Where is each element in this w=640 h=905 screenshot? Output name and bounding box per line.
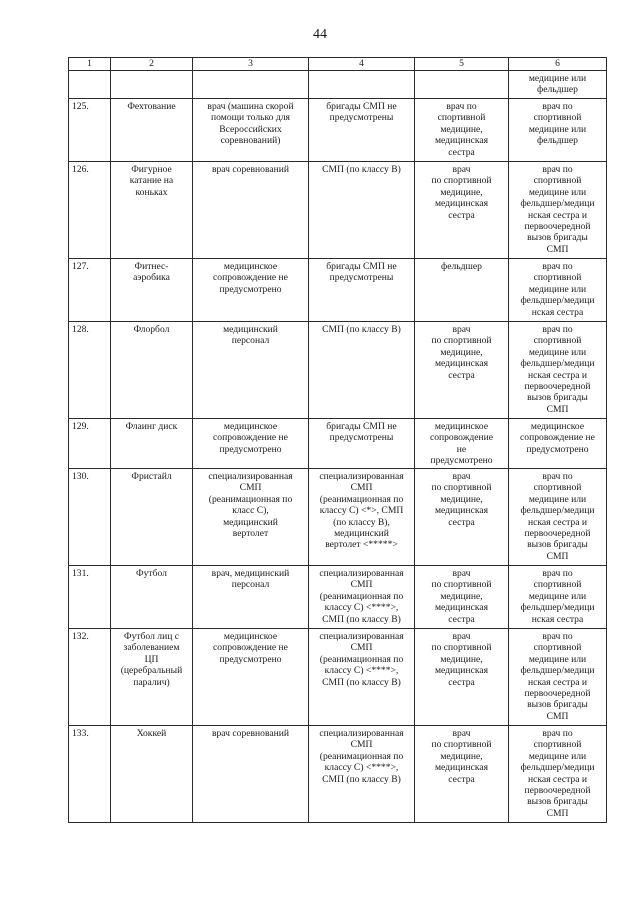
team-medical-support: специализированная СМП (реанимационная по класс С), медицинский вертолет [208,471,293,540]
empty-cell [111,71,193,99]
additional-support-cell [509,726,607,823]
sport-name-cell [111,162,193,259]
sport-name-cell [111,469,193,566]
table-row [69,99,607,162]
team-medical-support-cell [193,566,309,629]
column-number-row [69,58,607,71]
medical-staff: врач по спортивной медицине, медицинская сестра [431,471,492,528]
ambulance-support-cell [309,419,415,469]
sport-name-cell [111,419,193,469]
row-number-cell [69,259,111,322]
row-number: 126. [72,164,89,175]
sport-name: Флаинг диск [125,421,178,432]
additional-support: врач по спортивной медицине или фельдшер/медици нская сестра [520,568,595,625]
ambulance-support: бригады СМП не предусмотрены [326,261,397,284]
ambulance-support-cell [309,99,415,162]
sport-name-cell [111,259,193,322]
row-number: 132. [72,631,89,642]
sport-name: Хоккей [136,728,167,739]
medical-staff: врач по спортивной медицине, медицинская сестра [431,728,492,785]
medical-staff-cell [415,419,509,469]
additional-support: медицинское сопровождение не предусмотрено [520,421,595,455]
continued-text: медицине или фельдшер [528,73,587,96]
continuation-row [69,71,607,99]
column-number: 5 [415,58,509,71]
team-medical-support: медицинский персонал [223,324,278,347]
sport-name: Фристайл [131,471,172,482]
team-medical-support: врач (машина скорой помощи только для Всероссийских соревнований) [207,101,294,147]
team-medical-support-cell [193,629,309,726]
row-number: 130. [72,471,89,482]
medical-staff: врач по спортивной медицине, медицинская сестра [431,324,492,381]
additional-support-cell [509,419,607,469]
sport-name: Футбол [136,568,167,579]
table-row [69,419,607,469]
row-number-cell [69,566,111,629]
additional-support-cell [509,162,607,259]
sport-name: Фитнес- аэробика [133,261,170,284]
additional-support-cell [509,99,607,162]
row-number-cell [69,419,111,469]
additional-support-cell [509,469,607,566]
ambulance-support: специализированная СМП (реанимационная по классу С) <*>, СМП (по классу В), медицинский вертолет <*****> [319,471,404,551]
ambulance-support: специализированная СМП (реанимационная по классу С) <****>, СМП (по классу В) [319,728,404,785]
additional-support-cell [509,259,607,322]
additional-support-cell [509,629,607,726]
additional-support: врач по спортивной медицине или фельдшер/медици нская сестра и первоочередной вызов бригады СМП [520,164,595,255]
table-row [69,566,607,629]
ambulance-support: бригады СМП не предусмотрены [326,101,397,124]
ambulance-support: специализированная СМП (реанимационная по классу С) <****>, СМП (по классу В) [319,631,404,688]
team-medical-support-cell [193,469,309,566]
medical-staff-cell [415,99,509,162]
team-medical-support: врач, медицинский персонал [211,568,290,591]
medical-staff-cell [415,469,509,566]
sport-name: Футбол лиц с заболеванием ЦП (церебральный паралич) [120,631,183,688]
table-row [69,259,607,322]
ambulance-support-cell [309,469,415,566]
medical-staff-cell [415,629,509,726]
row-number-cell [69,726,111,823]
table-row [69,726,607,823]
additional-support: врач по спортивной медицине или фельдшер/медици нская сестра и первоочередной вызов бригады СМП [520,324,595,415]
additional-support-cell [509,566,607,629]
column-number: 1 [69,58,111,71]
row-number-cell [69,162,111,259]
team-medical-support-cell [193,419,309,469]
team-medical-support-cell [193,322,309,419]
medical-staff: врач по спортивной медицине, медицинская сестра [431,164,492,221]
team-medical-support-cell [193,726,309,823]
ambulance-support: специализированная СМП (реанимационная по классу С) <****>, СМП (по классу В) [319,568,404,625]
team-medical-support: врач соревнований [211,164,290,175]
empty-cell [69,71,111,99]
row-number: 133. [72,728,89,739]
page-number: 44 [313,27,327,42]
team-medical-support: медицинское сопровождение не предусмотрено [213,261,288,295]
row-number: 131. [72,568,89,579]
empty-cell [309,71,415,99]
column-number: 2 [111,58,193,71]
additional-support: врач по спортивной медицине или фельдшер/медици нская сестра и первоочередной вызов бригады СМП [520,631,595,722]
sport-name-cell [111,726,193,823]
ambulance-support: СМП (по классу В) [322,324,401,335]
medical-staff: фельдшер [441,261,482,272]
table-row [69,469,607,566]
table-row [69,162,607,259]
ambulance-support: бригады СМП не предусмотрены [326,421,397,444]
row-number: 128. [72,324,89,335]
continued-cell [509,71,607,99]
additional-support: врач по спортивной медицине или фельдшер/медици нская сестра [520,261,595,318]
column-number: 3 [193,58,309,71]
row-number-cell [69,469,111,566]
medical-staff-cell [415,726,509,823]
medical-staff: врач по спортивной медицине, медицинская сестра [431,631,492,688]
team-medical-support-cell [193,162,309,259]
ambulance-support-cell [309,566,415,629]
row-number-cell [69,322,111,419]
additional-support: врач по спортивной медицине или фельдшер/медици нская сестра и первоочередной вызов бригады СМП [520,728,595,819]
sport-name: Фигурное катание на коньках [129,164,174,198]
empty-cell [415,71,509,99]
medical-support-table [68,57,607,823]
sport-name-cell [111,99,193,162]
ambulance-support-cell [309,322,415,419]
sport-name-cell [111,629,193,726]
medical-staff: медицинское сопровождение не предусмотрено [429,421,494,467]
team-medical-support: врач соревнований [211,728,290,739]
team-medical-support-cell [193,99,309,162]
row-number-cell [69,99,111,162]
ambulance-support-cell [309,259,415,322]
medical-staff: врач по спортивной медицине, медицинская сестра [434,101,489,158]
team-medical-support-cell [193,259,309,322]
ambulance-support-cell [309,162,415,259]
additional-support: врач по спортивной медицине или фельдшер/медици нская сестра и первоочередной вызов бригады СМП [520,471,595,562]
row-number-cell [69,629,111,726]
medical-staff-cell [415,566,509,629]
additional-support-cell [509,322,607,419]
medical-staff-cell [415,322,509,419]
medical-staff-cell [415,259,509,322]
medical-staff-cell [415,162,509,259]
table-row [69,322,607,419]
sport-name-cell [111,322,193,419]
team-medical-support: медицинское сопровождение не предусмотрено [213,631,288,665]
column-number: 6 [509,58,607,71]
sport-name: Фехтование [127,101,176,112]
row-number: 125. [72,101,89,112]
sport-name-cell [111,566,193,629]
table-row [69,629,607,726]
sport-name: Флорбол [133,324,170,335]
column-number: 4 [309,58,415,71]
ambulance-support-cell [309,726,415,823]
medical-staff: врач по спортивной медицине, медицинская сестра [431,568,492,625]
ambulance-support-cell [309,629,415,726]
additional-support: врач по спортивной медицине или фельдшер [528,101,587,147]
row-number: 127. [72,261,89,272]
empty-cell [193,71,309,99]
team-medical-support: медицинское сопровождение не предусмотрено [213,421,288,455]
ambulance-support: СМП (по классу В) [322,164,401,175]
row-number: 129. [72,421,89,432]
